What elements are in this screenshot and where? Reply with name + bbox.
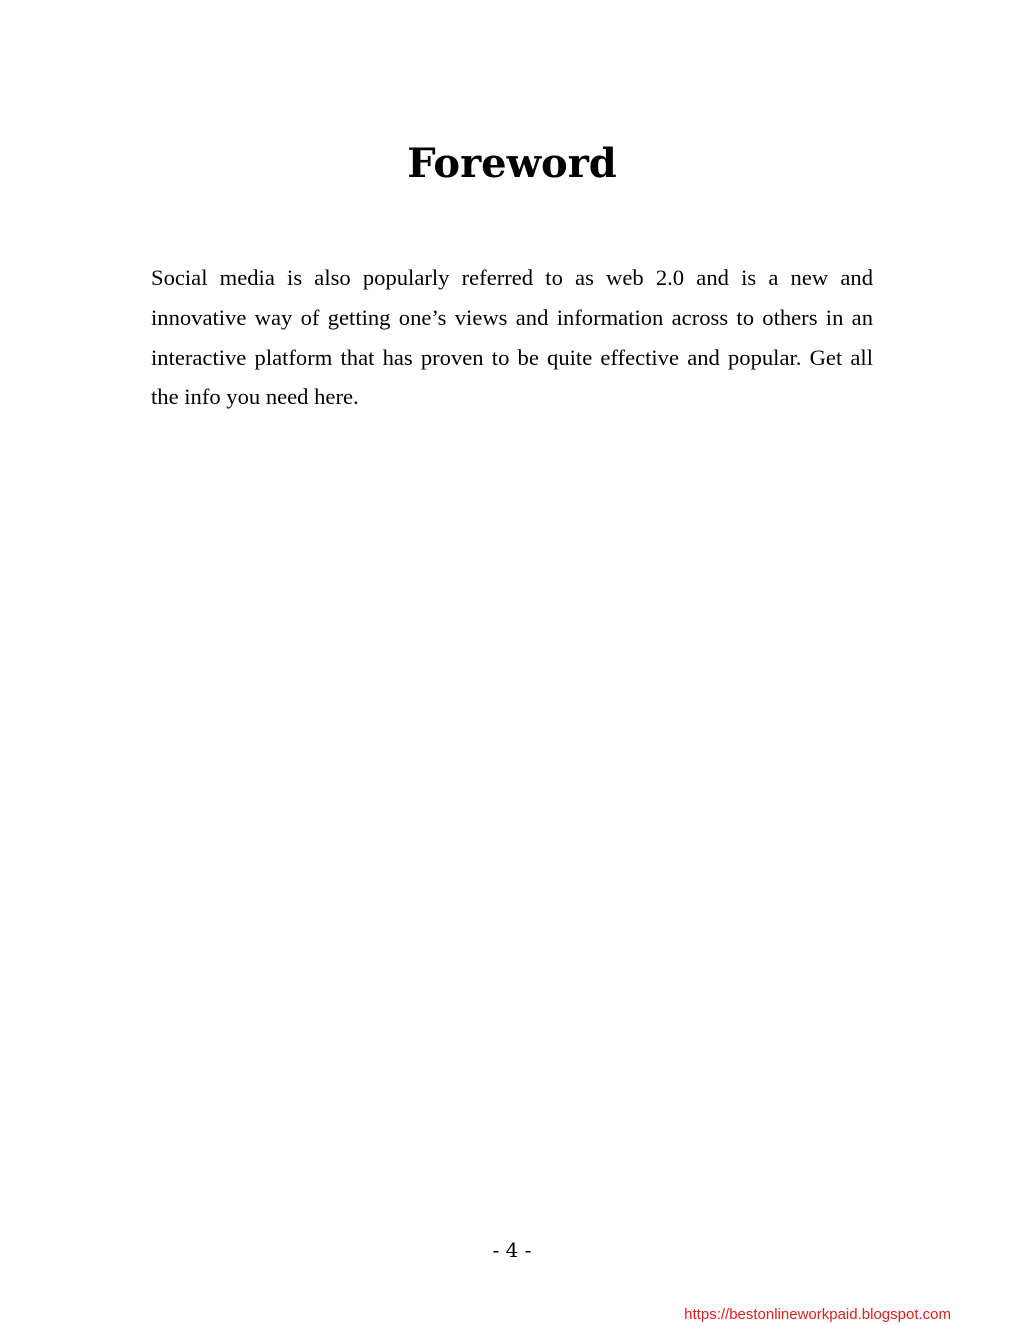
page-number: - 4 - (492, 1238, 532, 1262)
footer-link[interactable]: https://bestonlineworkpaid.blogspot.com (684, 1306, 951, 1323)
foreword-paragraph: Social media is also popularly referred to as web 2.0 and is a new and innovative way of getting one’s views and information across to others in an interactive platform that has proven to be quite effective and popular. Get all the info you need here. (151, 265, 873, 410)
page-title: Foreword (407, 140, 617, 187)
